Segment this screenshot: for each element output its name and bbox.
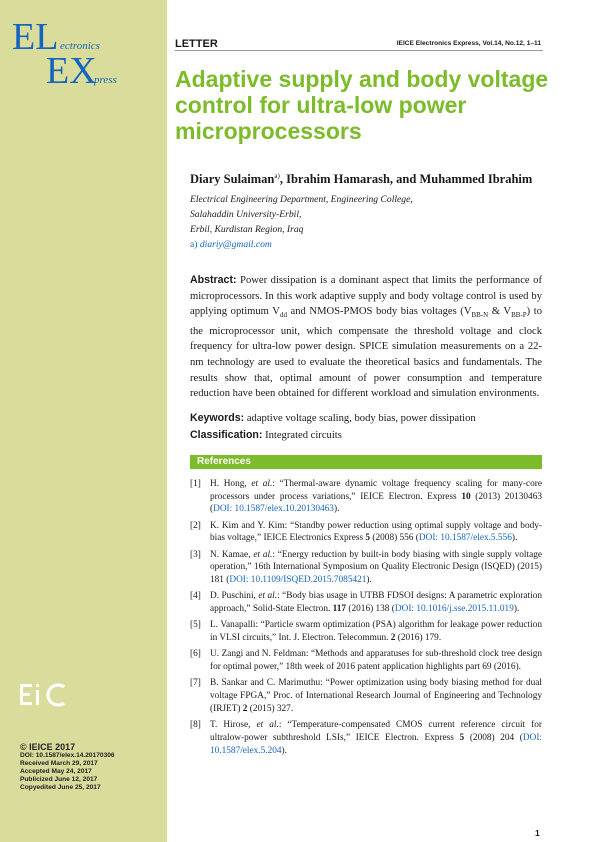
reference-volume: 2 (242, 703, 248, 714)
email-line (190, 237, 413, 252)
reference-number: [4] (190, 591, 201, 602)
copyright: © IEICE 2017 (20, 742, 76, 752)
reference-volume: 117 (332, 604, 347, 615)
reference-etal: et al. (251, 479, 273, 489)
abstract-text: and NMOS-PMOS body bias voltages (V (286, 306, 472, 318)
reference-text: (2008) 556 ( (370, 533, 419, 544)
eic-logo-icon (20, 683, 66, 707)
received-date: Received March 29, 2017 (20, 760, 98, 767)
author-list (190, 172, 532, 187)
reference-etal: et al. (256, 720, 279, 731)
reference-item (190, 549, 542, 587)
author-email-link[interactable]: diariy@gmail.com (199, 239, 272, 250)
doi-text: DOI: 10.1587/elex.14.20170306 (20, 752, 115, 759)
reference-text: ). (511, 533, 518, 544)
reference-item (190, 648, 542, 673)
reference-etal: et al. (253, 549, 273, 560)
sidebar (0, 0, 167, 842)
reference-doi-link[interactable]: DOI: 10.1587/elex.5.204 (210, 732, 542, 756)
reference-number: [7] (190, 678, 201, 689)
article-type: LETTER (175, 38, 218, 50)
reference-text: ). (281, 745, 287, 756)
accepted-date: Accepted May 24, 2017 (20, 768, 92, 775)
reference-text: (2015) 327. (247, 703, 294, 714)
reference-text: (2016) 138 ( (346, 604, 395, 615)
reference-volume: 10 (461, 491, 471, 502)
author-1-mark: a) (274, 172, 280, 180)
classification-value: Integrated circuits (262, 430, 342, 441)
reference-text: (2016) 179. (395, 633, 442, 644)
reference-text: L. Vanapalli: “Particle swarm optimization (PSA) algorithm for leakage power reduction in VLSI circuits,” Int. J. Electron. Telecommun. (210, 620, 542, 644)
reference-item (190, 520, 542, 545)
eic-logo (20, 683, 66, 712)
reference-text: N. Kamae, (210, 549, 254, 560)
abstract-text: Power dissipation is a dominant aspect that limits the performance of microprocessors. In this work adaptive supply and body voltage control is used by applying optimum V (190, 275, 542, 318)
reference-item (190, 619, 542, 644)
reference-number: [2] (190, 520, 201, 531)
reference-number: [1] (190, 479, 201, 489)
published-date: Publicized June 12, 2017 (20, 776, 98, 783)
reference-text: (2013) 20130463 ( (210, 491, 542, 515)
email-prefix: a) (190, 239, 198, 250)
reference-text: : “Body bias usage in UTBB FDSOI designs: A parametric exploration approach,” Solid-State Electron. (210, 591, 542, 615)
reference-item (190, 719, 542, 757)
reference-text: ). (513, 604, 520, 615)
classification-label: Classification: (190, 429, 263, 441)
reference-text: (2008) 204 ( (464, 732, 523, 743)
author-1: Diary Sulaiman (190, 172, 275, 187)
reference-volume: 2 (390, 633, 396, 644)
publication-info (20, 742, 115, 792)
reference-number: [6] (190, 649, 201, 660)
reference-doi-link[interactable]: DOI: 10.1016/j.sse.2015.11.019 (394, 604, 514, 615)
reference-text: T. Hirose, (210, 720, 257, 731)
reference-text: ). (333, 504, 340, 515)
subscript: dd (279, 311, 287, 320)
page-number: 1 (535, 828, 540, 838)
logo-ex: EX (46, 50, 97, 92)
reference-text: : “Thermal-aware dynamic voltage frequency scaling for many-core processors under process variations,” IEICE Electron. Express (210, 479, 543, 502)
reference-number: [8] (190, 720, 201, 731)
logo-electronics: ectronics (60, 40, 100, 52)
subscript: BB-N (471, 311, 489, 320)
references-heading: References (197, 456, 251, 467)
reference-number: [5] (190, 620, 201, 631)
abstract (190, 273, 542, 402)
subscript: BB-P (511, 311, 527, 320)
reference-text: K. Kim and Y. Kim: “Standby power reduction using optimal supply voltage and body-bias voltage,” IEICE Electronics Express (210, 520, 542, 544)
reference-text: U. Zangi and N. Feldman: “Methods and apparatuses for sub-threshold clock tree design for optimal power,” 18th week of 2016 patent application highlights part 69 (2016). (210, 649, 542, 673)
affiliation (190, 192, 413, 252)
affiliation-line: Salahaddin University-Erbil, (190, 209, 302, 220)
reference-item (190, 478, 542, 516)
reference-volume: 5 (365, 533, 371, 544)
keywords-value: adaptive voltage scaling, body bias, power dissipation (244, 413, 476, 424)
logo-press: press (94, 74, 117, 86)
journal-logo (12, 18, 132, 98)
classification (190, 429, 342, 441)
affiliation-line: Erbil, Kurdistan Region, Iraq (190, 224, 304, 235)
reference-doi-link[interactable]: DOI: 10.1587/elex.5.556 (418, 533, 512, 544)
keywords (190, 412, 476, 424)
reference-volume: 5 (459, 732, 465, 743)
affiliation-line: Electrical Engineering Department, Engineering College, (190, 194, 413, 205)
reference-item (190, 677, 542, 715)
keywords-label: Keywords: (190, 412, 245, 424)
reference-text: : “Temperature-compensated CMOS current reference circuit for ultralow-power subthreshold LSIs,” IEICE Electron. Express (210, 720, 543, 743)
paper-title: Adaptive supply and body voltage control for ultra-low power microprocessors (175, 66, 549, 144)
reference-text: D. Puschini, (210, 591, 259, 602)
header-divider (175, 50, 543, 51)
abstract-label: Abstract: (190, 274, 237, 286)
abstract-text: ) to the microprocessor unit, which compensate the threshold voltage and clock frequency for ultra-low power design. SPICE simulation measurements on a 22-nm technology are used to evaluate the theoretical basics and fundamentals. The results show that, optimal amount of power consumption and temperature reduction have been obtained for different workload and simulation environments. (190, 306, 542, 400)
reference-text: H. Hong, (210, 479, 252, 489)
reference-text: : “Energy reduction by built-in body biasing with single supply voltage operation,” 16th International Symposium on Quality Electronic Design (ISQED) (2015) 181 ( (210, 549, 542, 586)
copyedited-date: Copyedited June 25, 2017 (20, 784, 101, 791)
references-heading-bar (190, 455, 542, 469)
reference-item (190, 590, 542, 615)
reference-text: B. Sankar and C. Marimuthu: “Power optimization using body biasing method for dual voltage FPGA,” Proc. of International Research Journal of Engineering and Technology (IRJET) (210, 678, 542, 714)
logo-el: EL (12, 16, 59, 58)
journal-citation: IEICE Electronics Express, Vol.14, No.12, 1–11 (396, 40, 541, 47)
reference-text: ). (366, 575, 372, 586)
reference-doi-link[interactable]: DOI: 10.1109/ISQED.2015.7085421 (229, 575, 367, 586)
reference-number: [3] (190, 549, 201, 560)
reference-list (190, 478, 542, 761)
reference-etal: et al. (258, 591, 278, 602)
reference-doi-link[interactable]: DOI: 10.1587/elex.10.20130463 (213, 504, 334, 515)
abstract-text: & V (488, 306, 512, 318)
other-authors: , Ibrahim Hamarash, and Muhammed Ibrahim (279, 172, 533, 187)
